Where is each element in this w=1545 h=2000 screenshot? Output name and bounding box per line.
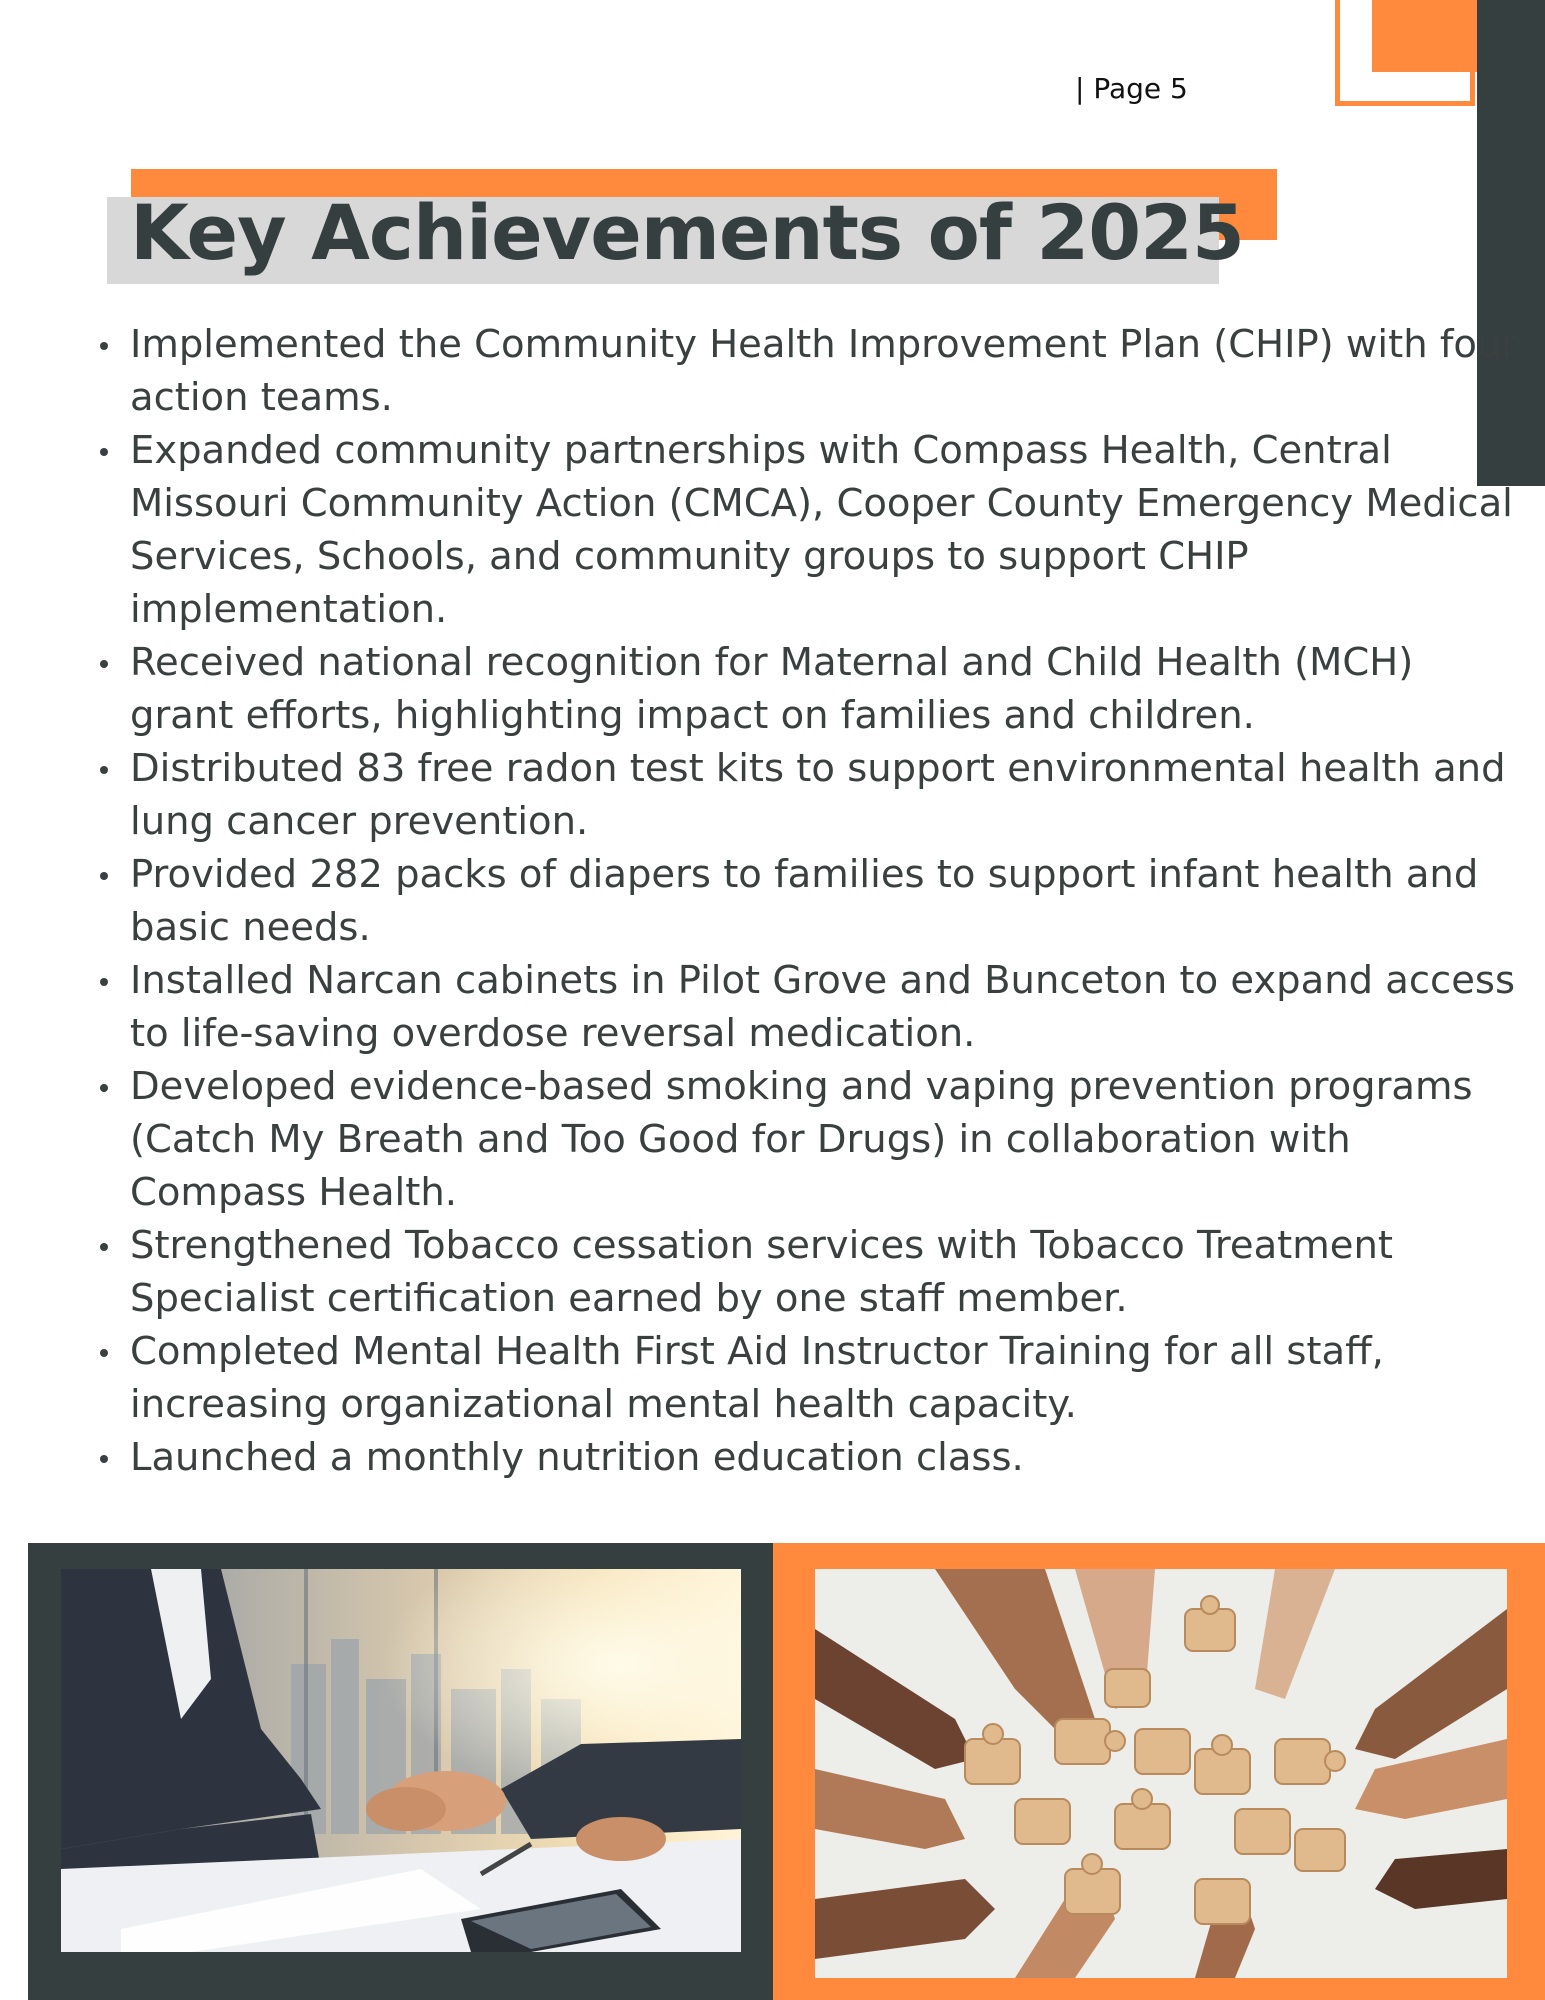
list-item: Installed Narcan cabinets in Pilot Grove and Bunceton to expand access to life-saving overdose reversal medication. [130, 954, 1520, 1060]
list-item: Received national recognition for Maternal and Child Health (MCH) grant efforts, highlighting impact on families and children. [130, 636, 1520, 742]
handshake-photo [61, 1569, 741, 1952]
corner-square-decoration [1372, 0, 1477, 72]
list-item: Provided 282 packs of diapers to families to support infant health and basic needs. [130, 848, 1520, 954]
puzzle-hands-photo [815, 1569, 1507, 1978]
list-item: Launched a monthly nutrition education class. [130, 1431, 1520, 1484]
list-item: Implemented the Community Health Improvement Plan (CHIP) with four action teams. [130, 318, 1520, 424]
list-item: Completed Mental Health First Aid Instructor Training for all staff, increasing organizational mental health capacity. [130, 1325, 1520, 1431]
list-item: Developed evidence-based smoking and vaping prevention programs (Catch My Breath and Too Good for Drugs) in collaboration with Compass Health. [130, 1060, 1520, 1219]
page-number: | Page 5 [1075, 72, 1188, 105]
list-item: Distributed 83 free radon test kits to support environmental health and lung cancer prevention. [130, 742, 1520, 848]
achievements-list [90, 318, 1520, 1484]
page-title: Key Achievements of 2025 [130, 188, 1244, 277]
list-item: Expanded community partnerships with Compass Health, Central Missouri Community Action (CMCA), Cooper County Emergency Medical Services, Schools, and community groups to support CHIP implementation. [130, 424, 1520, 636]
list-item: Strengthened Tobacco cessation services with Tobacco Treatment Specialist certification earned by one staff member. [130, 1219, 1520, 1325]
